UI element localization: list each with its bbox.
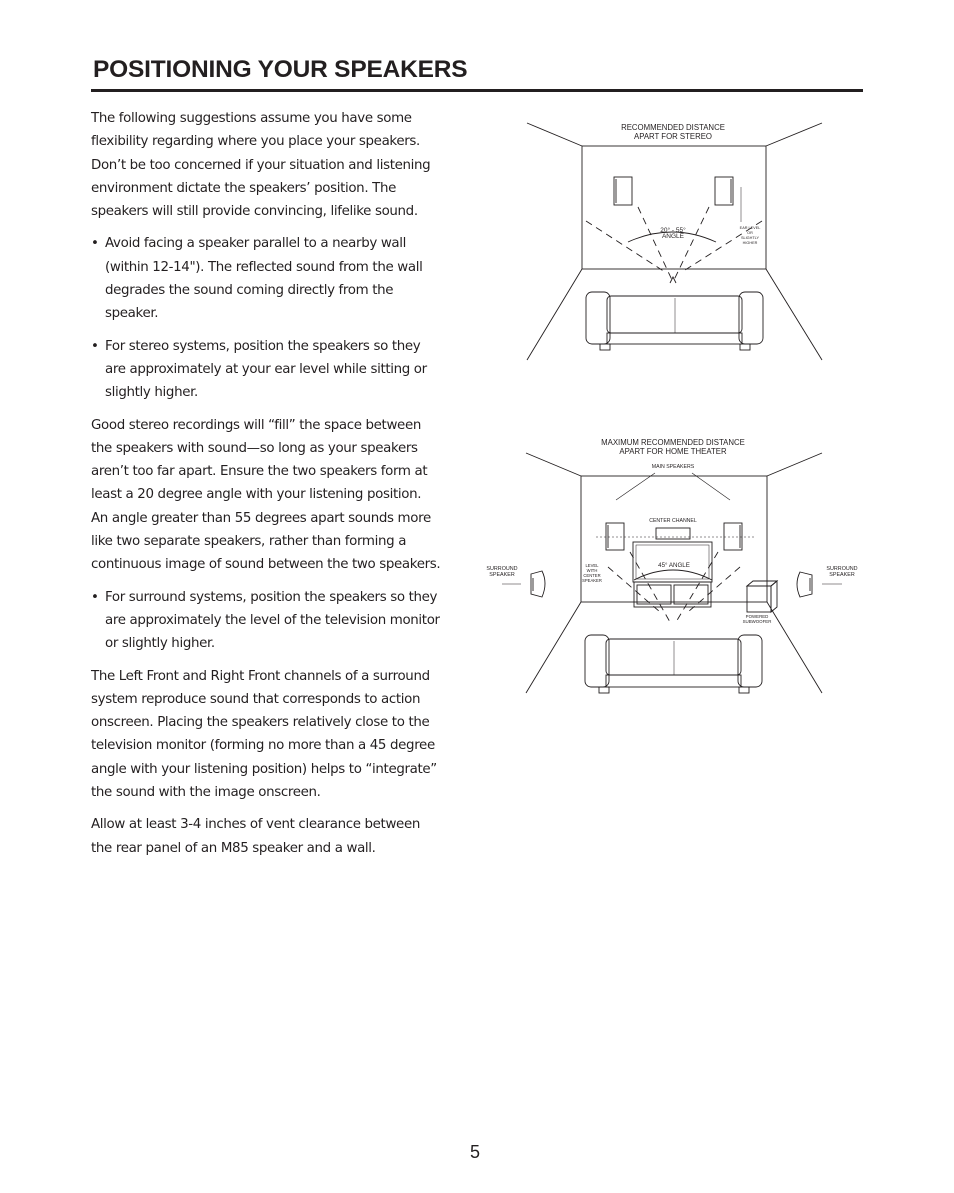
- stereo-heading-line-2: APART FOR STEREO: [634, 132, 712, 141]
- theater-angle-label: 45° ANGLE: [658, 562, 690, 569]
- theater-floor-left: [526, 602, 581, 693]
- bullet-text: For stereo systems, position the speakers so they are approximately at your ear level while sitting or slightly higher.: [105, 338, 427, 401]
- surround-right-label-2: SPEAKER: [829, 572, 855, 578]
- surround-right-label-1: SURROUND: [826, 566, 858, 572]
- level-label-3: CENTER: [583, 573, 601, 578]
- surround-left-label-2: SPEAKER: [489, 572, 515, 578]
- title-rule: [91, 89, 863, 92]
- theater-room-diagram: [502, 453, 842, 693]
- stereo-floor-left: [527, 269, 582, 360]
- theater-right-speaker: [724, 523, 742, 550]
- intro-paragraph: The following suggestions assume you have some flexibility regarding where you place your speakers. Don’t be too concerned if your situation and listening environment dictate the speakers’ position. The speakers will still provide convincing, lifelike sound.: [91, 111, 431, 220]
- stereo-room-diagram: [527, 123, 822, 360]
- theater-ceiling-left: [526, 453, 581, 476]
- level-label-2: WITH: [586, 568, 598, 573]
- body-text-column: [91, 107, 441, 869]
- stereo-back-wall: [582, 146, 766, 269]
- main-speakers-label: MAIN SPEAKERS: [651, 464, 695, 470]
- ear-level-label-3: SLIGHTLY: [740, 236, 760, 240]
- ear-level-label-1: EAR LEVEL: [739, 226, 761, 230]
- speaker-placement-diagrams: [484, 118, 858, 698]
- theater-left-speaker: [606, 523, 624, 550]
- main-speakers-pointer-left: [616, 473, 655, 500]
- main-speakers-pointer-right: [692, 473, 730, 500]
- bullet-text: Avoid facing a speaker parallel to a nearby wall (within 12-14"). The reflected sound from the wall degrades the sound coming directly from the speaker.: [105, 236, 423, 322]
- bullet-symbol: •: [91, 589, 99, 605]
- clearance-paragraph: Allow at least 3-4 inches of vent clearance between the rear panel of an M85 speaker and a wall.: [91, 817, 420, 856]
- bullet-symbol: •: [91, 338, 99, 354]
- stereo-floor-right: [766, 269, 822, 360]
- ear-level-label-2: OR: [747, 231, 753, 235]
- bullet-stereo-ear-level: [91, 335, 441, 405]
- theater-sofa: [585, 635, 762, 693]
- theater-floor-right: [767, 602, 822, 693]
- theater-ceiling-right: [767, 453, 822, 476]
- stereo-left-speaker: [614, 177, 632, 205]
- theater-heading-line-1: MAXIMUM RECOMMENDED DISTANCE: [601, 438, 745, 447]
- surround-paragraph: The Left Front and Right Front channels of a surround system reproduce sound that corresponds to action onscreen. Placing the speakers relatively close to the television monitor (forming no more than a 45 degree angle with your listening position) helps to “integrate” the sound with the image onscreen.: [91, 668, 437, 801]
- ear-level-label-4: HIGHER: [742, 241, 758, 245]
- page-number: 5: [470, 1142, 481, 1162]
- stereo-angle-label-2: ANGLE: [661, 233, 685, 240]
- bullet-text: For surround systems, position the speakers so they are approximately the level of the television monitor or slightly higher.: [105, 589, 440, 652]
- bullet-symbol: •: [91, 236, 99, 252]
- surround-left-label-1: SURROUND: [486, 566, 518, 572]
- bullet-parallel-wall: [91, 232, 441, 325]
- stereo-angle-label-1: 20° - 55°: [660, 227, 686, 234]
- stereo-sofa: [586, 292, 763, 350]
- theater-heading-line-2: APART FOR HOME THEATER: [619, 447, 727, 456]
- level-label-4: SPEAKER: [582, 578, 602, 583]
- powered-subwoofer: [747, 581, 777, 612]
- stereo-right-speaker: [715, 177, 733, 205]
- center-channel-speaker: [656, 528, 690, 539]
- stereo-ceiling-left: [527, 123, 582, 146]
- stereo-heading-line-1: RECOMMENDED DISTANCE: [621, 123, 725, 132]
- stereo-ceiling-right: [766, 123, 822, 146]
- subwoofer-label-2: SUBWOOFER: [742, 619, 772, 624]
- stereo-paragraph: Good stereo recordings will “fill” the space between the speakers with sound—so long as your speakers aren’t too far apart. Ensure the two speakers form at least a 20 degree angle with your listening position. An angle greater than 55 degrees apart sounds more like two separate speakers, rather than forming a continuous image of sound between the two speakers.: [91, 417, 441, 573]
- center-channel-label: CENTER CHANNEL: [649, 518, 697, 524]
- theater-angle-arc: [634, 570, 712, 580]
- bullet-surround-level: [91, 586, 441, 656]
- subwoofer-label-1: POWERED: [745, 614, 769, 619]
- page-title: POSITIONING YOUR SPEAKERS: [93, 56, 468, 83]
- level-label-1: LEVEL: [585, 563, 599, 568]
